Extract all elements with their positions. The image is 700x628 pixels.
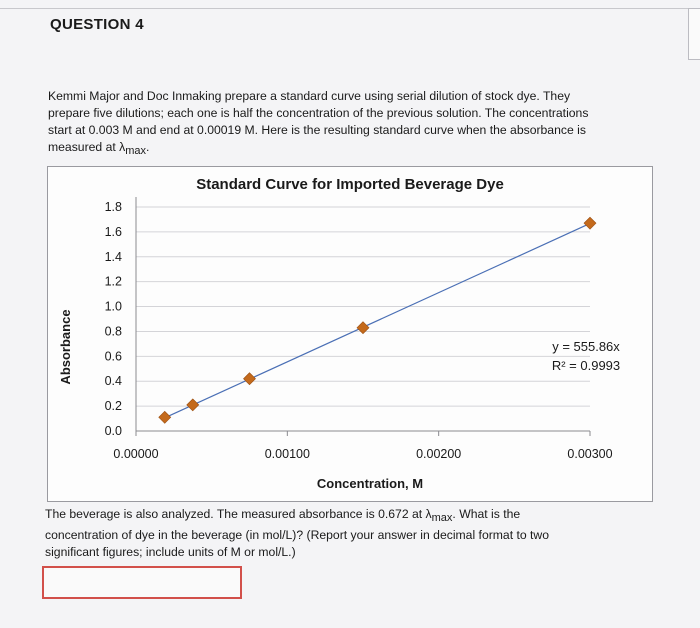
- question-title: QUESTION 4: [50, 16, 144, 33]
- question-text-line: Kemmi Major and Doc Inmaking prepare a standard curve using serial dilution of stock dye. They: [48, 89, 571, 103]
- answer-input[interactable]: [42, 566, 242, 599]
- y-tick-label: 0.6: [104, 349, 122, 364]
- x-tick-label: 0.00000: [113, 447, 159, 461]
- trendline-r-squared: R² = 0.9993: [551, 358, 621, 373]
- y-tick-label: 0.4: [104, 374, 122, 389]
- question-text-line: prepare five dilutions; each one is half the concentration of the previous solution. The concentrations: [48, 106, 589, 120]
- lambda-subscript: max: [431, 512, 453, 524]
- question-text-line: [45, 506, 685, 527]
- y-tick-labels: [105, 200, 122, 438]
- y-tick-label: 1.4: [104, 249, 122, 264]
- trendline-equation: y = 555.86x: [552, 339, 620, 354]
- question-text-segment: .: [146, 140, 150, 154]
- x-tick-label: 0.00100: [264, 447, 310, 461]
- question-text-line: [48, 139, 688, 160]
- question-text-segment: measured at: [48, 140, 120, 154]
- question-text-segment: The beverage is also analyzed. The measured absorbance is 0.672 at: [45, 507, 426, 521]
- x-axis-label: Concentration, M: [316, 476, 424, 491]
- y-tick-label: 1.8: [104, 200, 122, 214]
- x-tick-label: 0.00200: [416, 447, 462, 461]
- y-tick-label: 1.0: [104, 299, 122, 314]
- data-point-diamond: [584, 217, 596, 229]
- grid-lines: [136, 207, 590, 406]
- x-tick-label: 0.00300: [567, 447, 613, 461]
- question-text-line: start at 0.003 M and end at 0.00019 M. Here is the resulting standard curve when the absorbance is: [48, 123, 586, 137]
- question-text-line: significant figures; include units of M or mol/L.): [45, 545, 296, 559]
- top-divider: [0, 8, 700, 9]
- data-point-diamond: [244, 373, 256, 385]
- lambda-subscript: max: [125, 145, 147, 157]
- y-tick-label: 0.8: [104, 324, 122, 339]
- x-tick-labels: [113, 447, 612, 461]
- chart-title: Standard Curve for Imported Beverage Dye: [196, 176, 504, 193]
- y-tick-label: 1.6: [104, 224, 122, 239]
- lambda-symbol: λ: [425, 507, 432, 521]
- lambda-symbol: λ: [119, 140, 126, 154]
- trendline-layer: [165, 223, 590, 417]
- trendline: [165, 223, 590, 417]
- chart-canvas: [48, 167, 652, 501]
- question-footer: [45, 506, 685, 561]
- data-point-diamond: [159, 411, 171, 423]
- corner-panel: [688, 8, 700, 60]
- question-text: [48, 88, 688, 160]
- standard-curve-chart: [47, 166, 653, 502]
- question-text-line: concentration of dye in the beverage (in mol/L)? (Report your answer in decimal format to two: [45, 528, 549, 542]
- y-tick-label: 0.2: [104, 399, 122, 414]
- y-tick-label: 1.2: [104, 274, 122, 289]
- y-axis-label: Absorbance: [58, 309, 73, 385]
- question-text-segment: . What is the: [452, 507, 521, 521]
- y-tick-label: 0.0: [104, 424, 122, 438]
- data-point-diamond: [187, 399, 199, 411]
